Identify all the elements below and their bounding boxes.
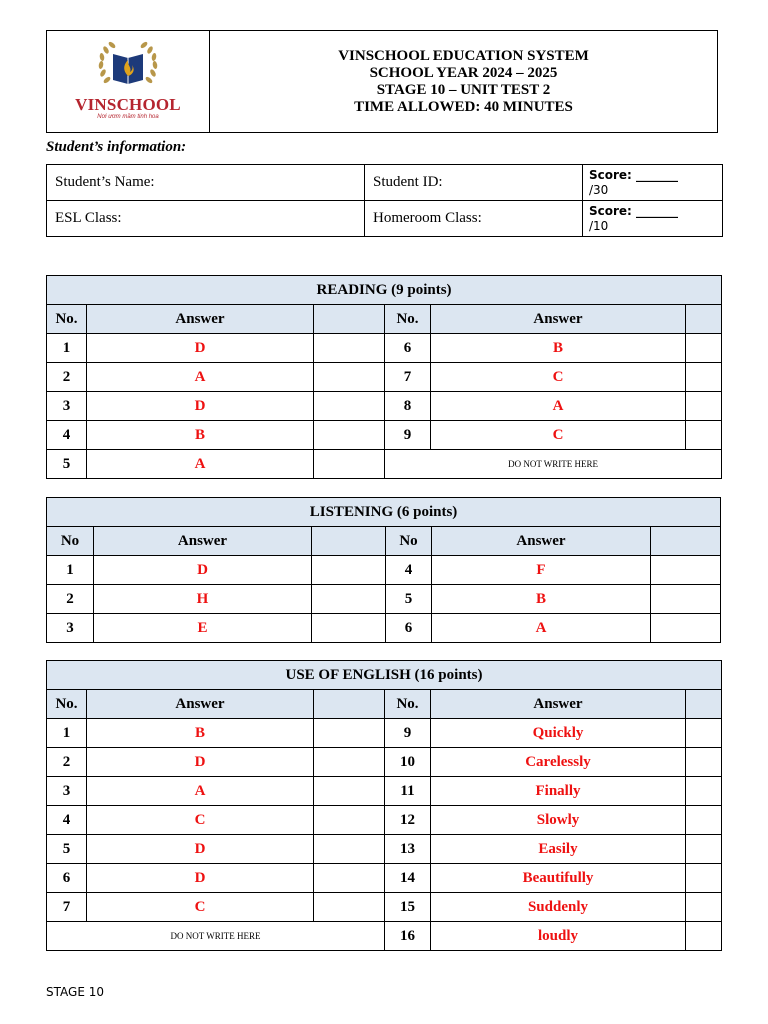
mark-cell[interactable] <box>686 835 722 864</box>
answer-cell: E <box>94 614 312 643</box>
question-number: 2 <box>47 585 94 614</box>
mark-cell[interactable] <box>312 614 386 643</box>
answer-cell: Slowly <box>431 806 686 835</box>
question-number: 1 <box>47 556 94 585</box>
col-header-no: No. <box>385 690 431 719</box>
col-header-answer: Answer <box>431 690 686 719</box>
answer-cell: D <box>87 864 314 893</box>
question-number: 13 <box>385 835 431 864</box>
student-name-field[interactable]: Student’s Name: <box>47 165 365 201</box>
answer-cell: A <box>87 450 314 479</box>
mark-cell[interactable] <box>314 806 385 835</box>
answer-cell: A <box>87 777 314 806</box>
mark-cell[interactable] <box>651 556 721 585</box>
question-number: 4 <box>386 556 432 585</box>
question-number: 6 <box>386 614 432 643</box>
mark-cell[interactable] <box>314 748 385 777</box>
col-header-answer: Answer <box>87 690 314 719</box>
answer-cell: Easily <box>431 835 686 864</box>
mark-cell[interactable] <box>314 864 385 893</box>
answer-cell: D <box>87 835 314 864</box>
answer-cell: D <box>87 334 314 363</box>
reading-section-title: READING (9 points) <box>47 276 722 305</box>
mark-cell[interactable] <box>686 421 722 450</box>
mark-cell[interactable] <box>686 363 722 392</box>
mark-cell[interactable] <box>312 556 386 585</box>
question-number: 1 <box>47 334 87 363</box>
question-number: 16 <box>385 922 431 951</box>
col-header-blank <box>686 305 722 334</box>
answer-cell: B <box>431 334 686 363</box>
table-row <box>47 748 722 777</box>
esl-class-field[interactable]: ESL Class: <box>47 201 365 237</box>
listening-section-title: LISTENING (6 points) <box>47 498 721 527</box>
col-header-no: No. <box>47 690 87 719</box>
question-number: 6 <box>47 864 87 893</box>
answer-cell: F <box>432 556 651 585</box>
question-number: 12 <box>385 806 431 835</box>
question-number: 1 <box>47 719 87 748</box>
homeroom-class-field[interactable]: Homeroom Class: <box>365 201 583 237</box>
mark-cell[interactable] <box>686 748 722 777</box>
answer-cell: C <box>431 363 686 392</box>
col-header-no: No. <box>385 305 431 334</box>
table-row <box>47 614 721 643</box>
answer-cell: A <box>87 363 314 392</box>
mark-cell[interactable] <box>686 777 722 806</box>
answer-cell: Suddenly <box>431 893 686 922</box>
question-number: 8 <box>385 392 431 421</box>
mark-cell[interactable] <box>686 392 722 421</box>
school-name: VINSCHOOL EDUCATION SYSTEM <box>338 47 589 64</box>
school-year: SCHOOL YEAR 2024 – 2025 <box>369 64 558 81</box>
answer-cell: Quickly <box>431 719 686 748</box>
table-row <box>47 893 722 922</box>
col-header-blank <box>651 527 721 556</box>
col-header-blank <box>686 690 722 719</box>
vinschool-logo <box>75 40 181 120</box>
table-row <box>47 864 722 893</box>
reading-table <box>46 275 722 479</box>
table-row <box>47 392 722 421</box>
answer-cell: B <box>87 719 314 748</box>
question-number: 3 <box>47 392 87 421</box>
question-number: 10 <box>385 748 431 777</box>
question-number: 7 <box>47 893 87 922</box>
question-number: 7 <box>385 363 431 392</box>
laurel-book-icon <box>93 40 163 92</box>
mark-cell[interactable] <box>312 585 386 614</box>
question-number: 3 <box>47 614 94 643</box>
header-table <box>46 30 718 133</box>
answer-cell: C <box>87 893 314 922</box>
table-row <box>47 922 722 951</box>
answer-cell: C <box>87 806 314 835</box>
student-id-field[interactable]: Student ID: <box>365 165 583 201</box>
mark-cell[interactable] <box>314 450 385 479</box>
col-header-blank <box>314 690 385 719</box>
score-field-total-10[interactable] <box>583 201 723 237</box>
mark-cell[interactable] <box>686 893 722 922</box>
mark-cell[interactable] <box>686 334 722 363</box>
listening-table <box>46 497 721 643</box>
col-header-no: No <box>47 527 94 556</box>
page-footer: STAGE 10 <box>46 985 104 999</box>
question-number: 2 <box>47 748 87 777</box>
question-number: 11 <box>385 777 431 806</box>
mark-cell[interactable] <box>686 864 722 893</box>
use-of-english-section-title: USE OF ENGLISH (16 points) <box>47 661 722 690</box>
score-label: Score: _______ <box>589 167 679 182</box>
table-row <box>47 835 722 864</box>
col-header-no: No. <box>47 305 87 334</box>
do-not-write-note: DO NOT WRITE HERE <box>385 450 722 479</box>
mark-cell[interactable] <box>314 777 385 806</box>
logo-slogan: Nơi ươm mầm tinh hoa <box>97 114 159 120</box>
test-name: STAGE 10 – UNIT TEST 2 <box>376 81 551 98</box>
mark-cell[interactable] <box>686 922 722 951</box>
question-number: 9 <box>385 421 431 450</box>
question-number: 6 <box>385 334 431 363</box>
score-total: /30 <box>589 182 609 197</box>
question-number: 4 <box>47 806 87 835</box>
answer-cell: D <box>94 556 312 585</box>
answer-cell: Carelessly <box>431 748 686 777</box>
mark-cell[interactable] <box>686 806 722 835</box>
col-header-answer: Answer <box>87 305 314 334</box>
question-number: 5 <box>47 450 87 479</box>
answer-cell: loudly <box>431 922 686 951</box>
col-header-no: No <box>386 527 432 556</box>
mark-cell[interactable] <box>651 614 721 643</box>
answer-cell: Beautifully <box>431 864 686 893</box>
table-row <box>47 421 722 450</box>
table-row <box>47 585 721 614</box>
question-number: 15 <box>385 893 431 922</box>
question-number: 5 <box>386 585 432 614</box>
answer-cell: B <box>87 421 314 450</box>
logo-brand-text: VINSCHOOL <box>75 95 181 114</box>
mark-cell[interactable] <box>314 719 385 748</box>
answer-cell: C <box>431 421 686 450</box>
answer-cell: A <box>431 392 686 421</box>
col-header-blank <box>314 305 385 334</box>
question-number: 4 <box>47 421 87 450</box>
col-header-answer: Answer <box>432 527 651 556</box>
mark-cell[interactable] <box>314 421 385 450</box>
table-row <box>47 363 722 392</box>
score-field-total-30[interactable] <box>583 165 723 201</box>
table-row <box>47 450 722 479</box>
mark-cell[interactable] <box>314 334 385 363</box>
student-info-heading: Student’s information: <box>46 139 187 155</box>
use-of-english-table <box>46 660 722 951</box>
answer-cell: D <box>87 392 314 421</box>
table-row <box>47 556 721 585</box>
col-header-answer: Answer <box>431 305 686 334</box>
answer-cell: H <box>94 585 312 614</box>
header-title-block <box>210 31 718 133</box>
mark-cell[interactable] <box>314 363 385 392</box>
score-total: /10 <box>589 218 609 233</box>
score-label: Score: _______ <box>589 203 679 218</box>
question-number: 5 <box>47 835 87 864</box>
time-allowed: TIME ALLOWED: 40 MINUTES <box>354 98 573 115</box>
mark-cell[interactable] <box>314 893 385 922</box>
answer-cell: Finally <box>431 777 686 806</box>
answer-cell: A <box>432 614 651 643</box>
col-header-blank <box>312 527 386 556</box>
table-row <box>47 777 722 806</box>
mark-cell[interactable] <box>314 392 385 421</box>
table-row <box>47 806 722 835</box>
logo-cell <box>47 31 210 133</box>
table-row <box>47 719 722 748</box>
question-number: 14 <box>385 864 431 893</box>
answer-cell: B <box>432 585 651 614</box>
mark-cell[interactable] <box>651 585 721 614</box>
col-header-answer: Answer <box>94 527 312 556</box>
student-info-table <box>46 164 723 237</box>
question-number: 3 <box>47 777 87 806</box>
table-row <box>47 334 722 363</box>
do-not-write-note: DO NOT WRITE HERE <box>47 922 385 951</box>
answer-cell: D <box>87 748 314 777</box>
question-number: 2 <box>47 363 87 392</box>
mark-cell[interactable] <box>314 835 385 864</box>
question-number: 9 <box>385 719 431 748</box>
mark-cell[interactable] <box>686 719 722 748</box>
